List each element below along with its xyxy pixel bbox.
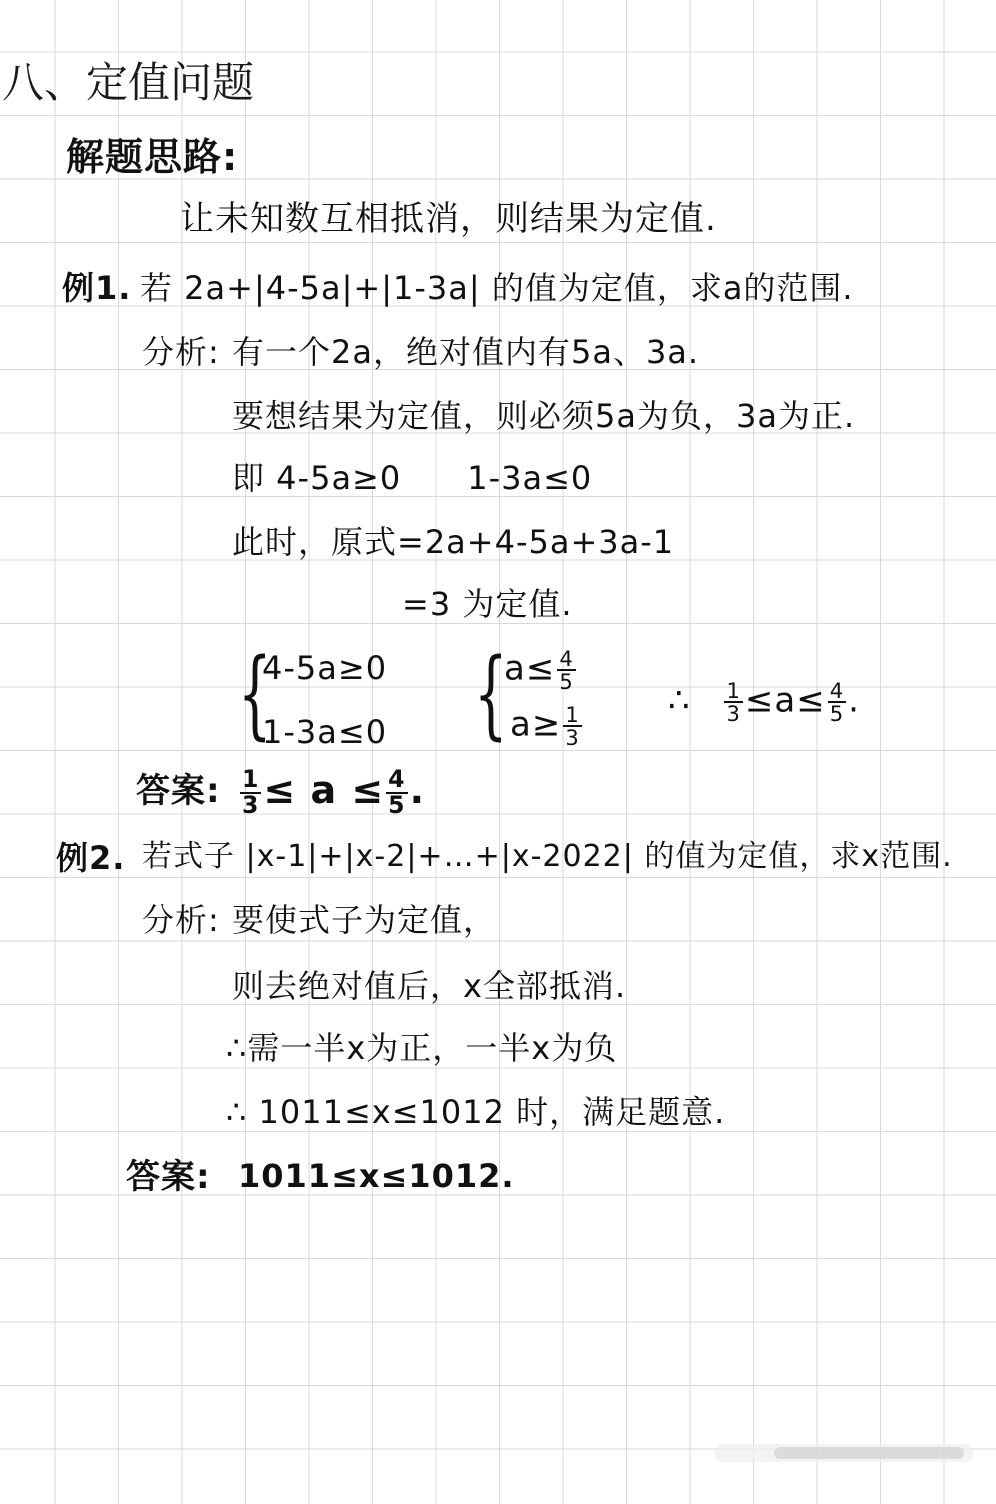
example1-question: 若 2a+|4-5a|+|1-3a| 的值为定值，求a的范围.: [140, 269, 854, 307]
conclusion-mid: ≤a≤: [744, 680, 826, 721]
system-right-line-1: [504, 646, 578, 695]
approach-label: 解题思路:: [66, 135, 239, 179]
example2-question: 若式子 |x-1|+|x-2|+…+|x-2022| 的值为定值，求x范围.: [142, 839, 953, 874]
example1-analysis-line-1: 有一个2a，绝对值内有5a、3a.: [232, 333, 700, 371]
example2-prefix: 例2.: [56, 839, 126, 877]
example2-answer-label: 答案:: [126, 1157, 211, 1197]
system-right-1-lhs: a≤: [504, 648, 556, 689]
conclusion-fraction-2: $\frac{4}{5}$: [829, 678, 845, 727]
example2-analysis-label: 分析:: [142, 901, 220, 939]
example1-answer: $\frac{1}{3}$ ≤ a ≤ $\frac{4}{5}$ .: [242, 765, 425, 819]
example2-analysis-line-2: 则去绝对值后，x全部抵消.: [232, 967, 627, 1005]
example2-analysis-line-1: 要使式子为定值，: [232, 901, 497, 939]
system-left-line-1: 4-5a≥0: [262, 649, 388, 687]
example2-answer: 1011≤x≤1012.: [238, 1157, 515, 1195]
example1-analysis-line-5: =3 为定值.: [402, 585, 573, 623]
example1-answer-label: 答案:: [136, 771, 221, 811]
example2-analysis-line-4: ∴ 1011≤x≤1012 时，满足题意.: [226, 1093, 726, 1131]
section-heading: 八、定值问题: [2, 58, 255, 107]
example1-analysis-line-4: 此时，原式=2a+4-5a+3a-1: [232, 523, 675, 561]
answer-fraction-2: $\frac{4}{5}$: [388, 765, 406, 819]
answer-fraction-1: $\frac{1}{3}$: [242, 765, 260, 819]
fraction-1-3: $\frac{1}{3}$: [565, 702, 580, 751]
example1-conclusion: ∴ $\frac{1}{3}$ ≤a≤ $\frac{4}{5}$ .: [668, 678, 860, 727]
system-left-line-2: 1-3a≤0: [262, 713, 388, 751]
left-brace: {: [238, 638, 272, 750]
system-right-line-2: [510, 702, 584, 751]
example1-prefix: 例1.: [62, 269, 132, 307]
example1-analysis-label: 分析:: [142, 333, 220, 371]
example1-analysis-line-2: 要想结果为定值，则必须5a为负，3a为正.: [232, 397, 856, 435]
example1-analysis-line-3: 即 4-5a≥0 1-3a≤0: [232, 459, 593, 497]
system-right-2-lhs: a≥: [510, 704, 562, 745]
fraction-4-5: $\frac{4}{5}$: [559, 646, 574, 695]
right-brace: {: [474, 638, 508, 750]
therefore-symbol: ∴: [668, 680, 691, 721]
conclusion-fraction-1: $\frac{1}{3}$: [726, 678, 741, 727]
answer-mid: ≤ a ≤: [263, 768, 385, 813]
watermark-bar: [714, 1440, 974, 1466]
approach-text: 让未知数互相抵消，则结果为定值.: [180, 199, 717, 239]
example2-analysis-line-3: ∴需一半x为正，一半x为负: [226, 1029, 618, 1067]
